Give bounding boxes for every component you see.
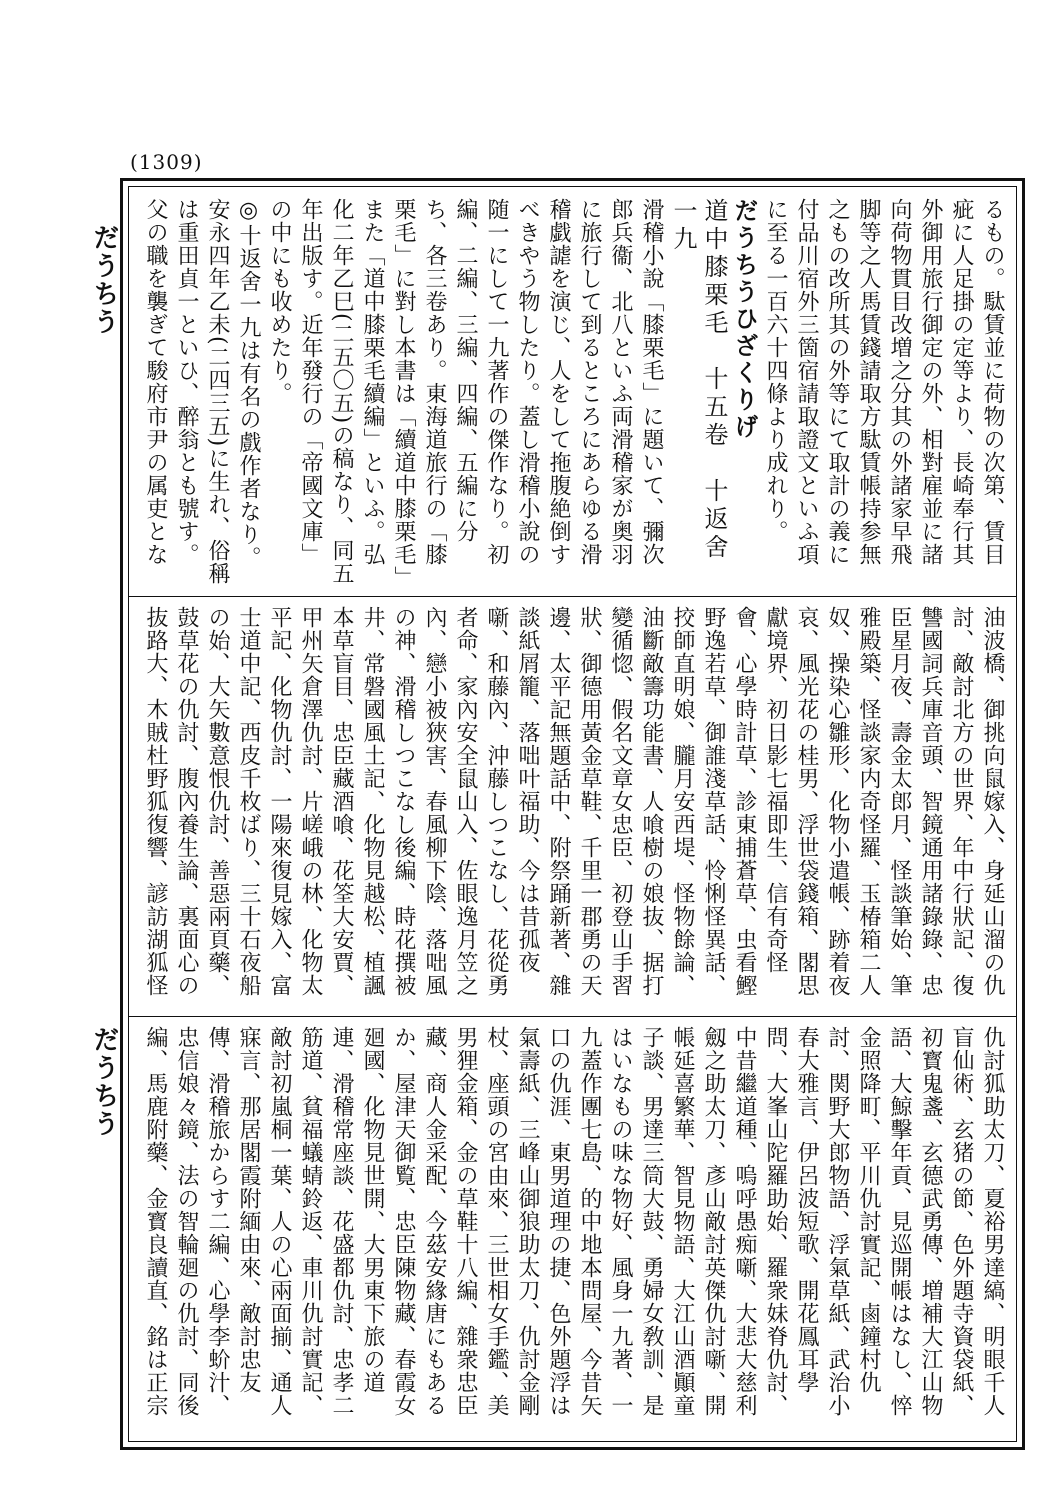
paragraph-description: 滑稽小說「膝栗毛」に題いて、彌次郎兵衞、北八といふ両滑稽家が奥羽に旅行して到るところにあらゆる滑稽戯謔を演じ、人をして拖腹絶倒すべきやう物したり。蓋し滑稽小說の随一にして一九著作の傑作なり。初編、二編、三編、四編、五編に分ち、各三卷あり。東海道旅行の「膝栗毛」に對し本書は「續道中膝栗毛」また「道中膝栗毛續編」といふ。弘化二年乙巳(二五〇五)の稿なり、同五年出版す。近年發行の「帝國文庫」の中にも收めたり。 xyxy=(267,198,664,586)
entry-title-line: 道中膝栗毛 十五卷 十返舍一九 xyxy=(669,198,728,562)
section-divider-lower xyxy=(128,1016,1017,1017)
running-head-bottom: だうちう xyxy=(89,1026,119,1138)
upper-section xyxy=(140,198,1008,588)
section-divider-upper xyxy=(128,596,1017,597)
page-number: (1309) xyxy=(130,150,203,174)
paragraph-works-list-2: 油波橋、御挑向鼠嫁入、身延山溜の仇討、敵討北方の世界、年中行狀記、復讐國詞兵庫音頭、智鏡通用諸錄錄、忠臣星月夜、壽金太郎月、怪談筆始、筆雅殿築、怪談家内奇怪羅、玉椿箱二人奴、操染心雛形、化物小遣帳、跡着夜哀、風光花の桂男、浮世袋錢箱、閣思獻境界、初日影七福即生、信有奇怪會、心學時計草、診東捕蒼草、虫看鰹野逸若草、御誰淺草話、怜悧怪異話、挍師直明娘、朧月安西堤、怪物餘論、油斷敵籌功能書、人喰樹の娘抜、据打變循惚、假名文章女忠臣、初登山手習狀、御德用黃金草鞋、千里一郡勇の天邊、太平記無題話中、附祭踊新著、雜談紙屑籠、落咄叶福助、今は昔孤夜噺、和藤內、沖藤しつこなし、花從勇者命、家內安全鼠山入、佐眼逸月笠之內、戀小被狹害、春風柳下陰、落咄風の神、滑稽しつこなし後編、時花撰被井、常磐國風土記、化物見越松、植諷本草盲目、忠臣藏酒喰、花筌大安賈、甲州矢倉澤仇討、片嵯峨の林、化物太平記、化物仇討、一陽來復見嫁入、富士道中記、西皮千枚ばり、三十石夜船の始、大矢數意恨仇討、善惡兩頁藥、鼓草花の仇討、腹內養生論、裏面心の抜路大、木賊杜野狐復響、諺訪湖狐怪 xyxy=(143,606,1005,997)
paragraph-author: ◎十返舍一九は有名の戲作者なり。安永四年乙未(二四三五)に生れ、俗稱は重田貞一といひ、醉翁とも號す。父の職を襲ぎて駿府市尹の属吏とな xyxy=(143,198,261,586)
lower-section xyxy=(140,1026,1008,1434)
middle-section xyxy=(140,606,1008,1006)
entry-heading: だうちうひざくりげ xyxy=(730,198,759,441)
running-head-top: だうちう xyxy=(89,224,119,336)
paragraph-works-list-3: 仇討狐助太刀、夏裕男達縞、明眼千人盲仙術、玄猪の節、色外題寺資袋紙、初寳鬼盞、玄德武勇傳、増補大江山物語、大鯨擊年貢、見巡開帳はなし、悴金照降町、平川仇討實記、鹵鐘村仇討、関野大郎物語、浮氣草紙、武治小春大雅言、伊呂波短歌、開花鳳耳學問、大峯山陀羅助始、羅衆妹脊仇討、中昔繼道種、嗚呼愚痴噺、大悲大慈利劔之助太刀、彥山敵討英傑仇討噺、開帳延喜繁華、智見物語、大江山酒顚童子談、男達三筒大鼓、勇婦女敎訓、是はいなもの味な物好、風身一九著、一九蓋作團七島、的中地本問屋、今昔矢口の仇涯、東男道理の捷、色外題浮は氣壽紙、三峰山御狼助太刀、仇討金剛杖、座頭の宮由來、三世相女手鑑、美男狸金箱、金の草鞋十八編、雜衆忠臣藏、商人金采配、今茲安緣唐にもあるか、屋津天御覧、忠臣陳物藏、春霞女廻國、化物見世開、大男東下旅の道連、滑稽常座談、花盛都仇討、忠孝二筋道、貧福蟻蜻鈴返、車川仇討實記、敵討初嵐桐一葉、人の心兩面揃、通人寐言、那居閣霞附緬由來、敵討忠友傳、滑稽旅からす二編、心學李蚧汁、忠信娘々鏡、法の智輪廻の仇討、同後編、馬鹿附藥、金寳良讀直、銘は正宗 xyxy=(143,1026,1005,1417)
paragraph-1: るもの。駄賃並に荷物の次第、賃目疵に人足掛の定等より、長崎奉行其外御用旅行御定の外、相對雇並に諸向荷物貫目改増之分其の外諸家早飛脚等之人馬賃錢請取方駄賃帳持参無之もの改所其の外等にて取計の義に付品川宿外三箇宿請取證文といふ項に至る一百六十四條より成れり。 xyxy=(763,198,1005,566)
